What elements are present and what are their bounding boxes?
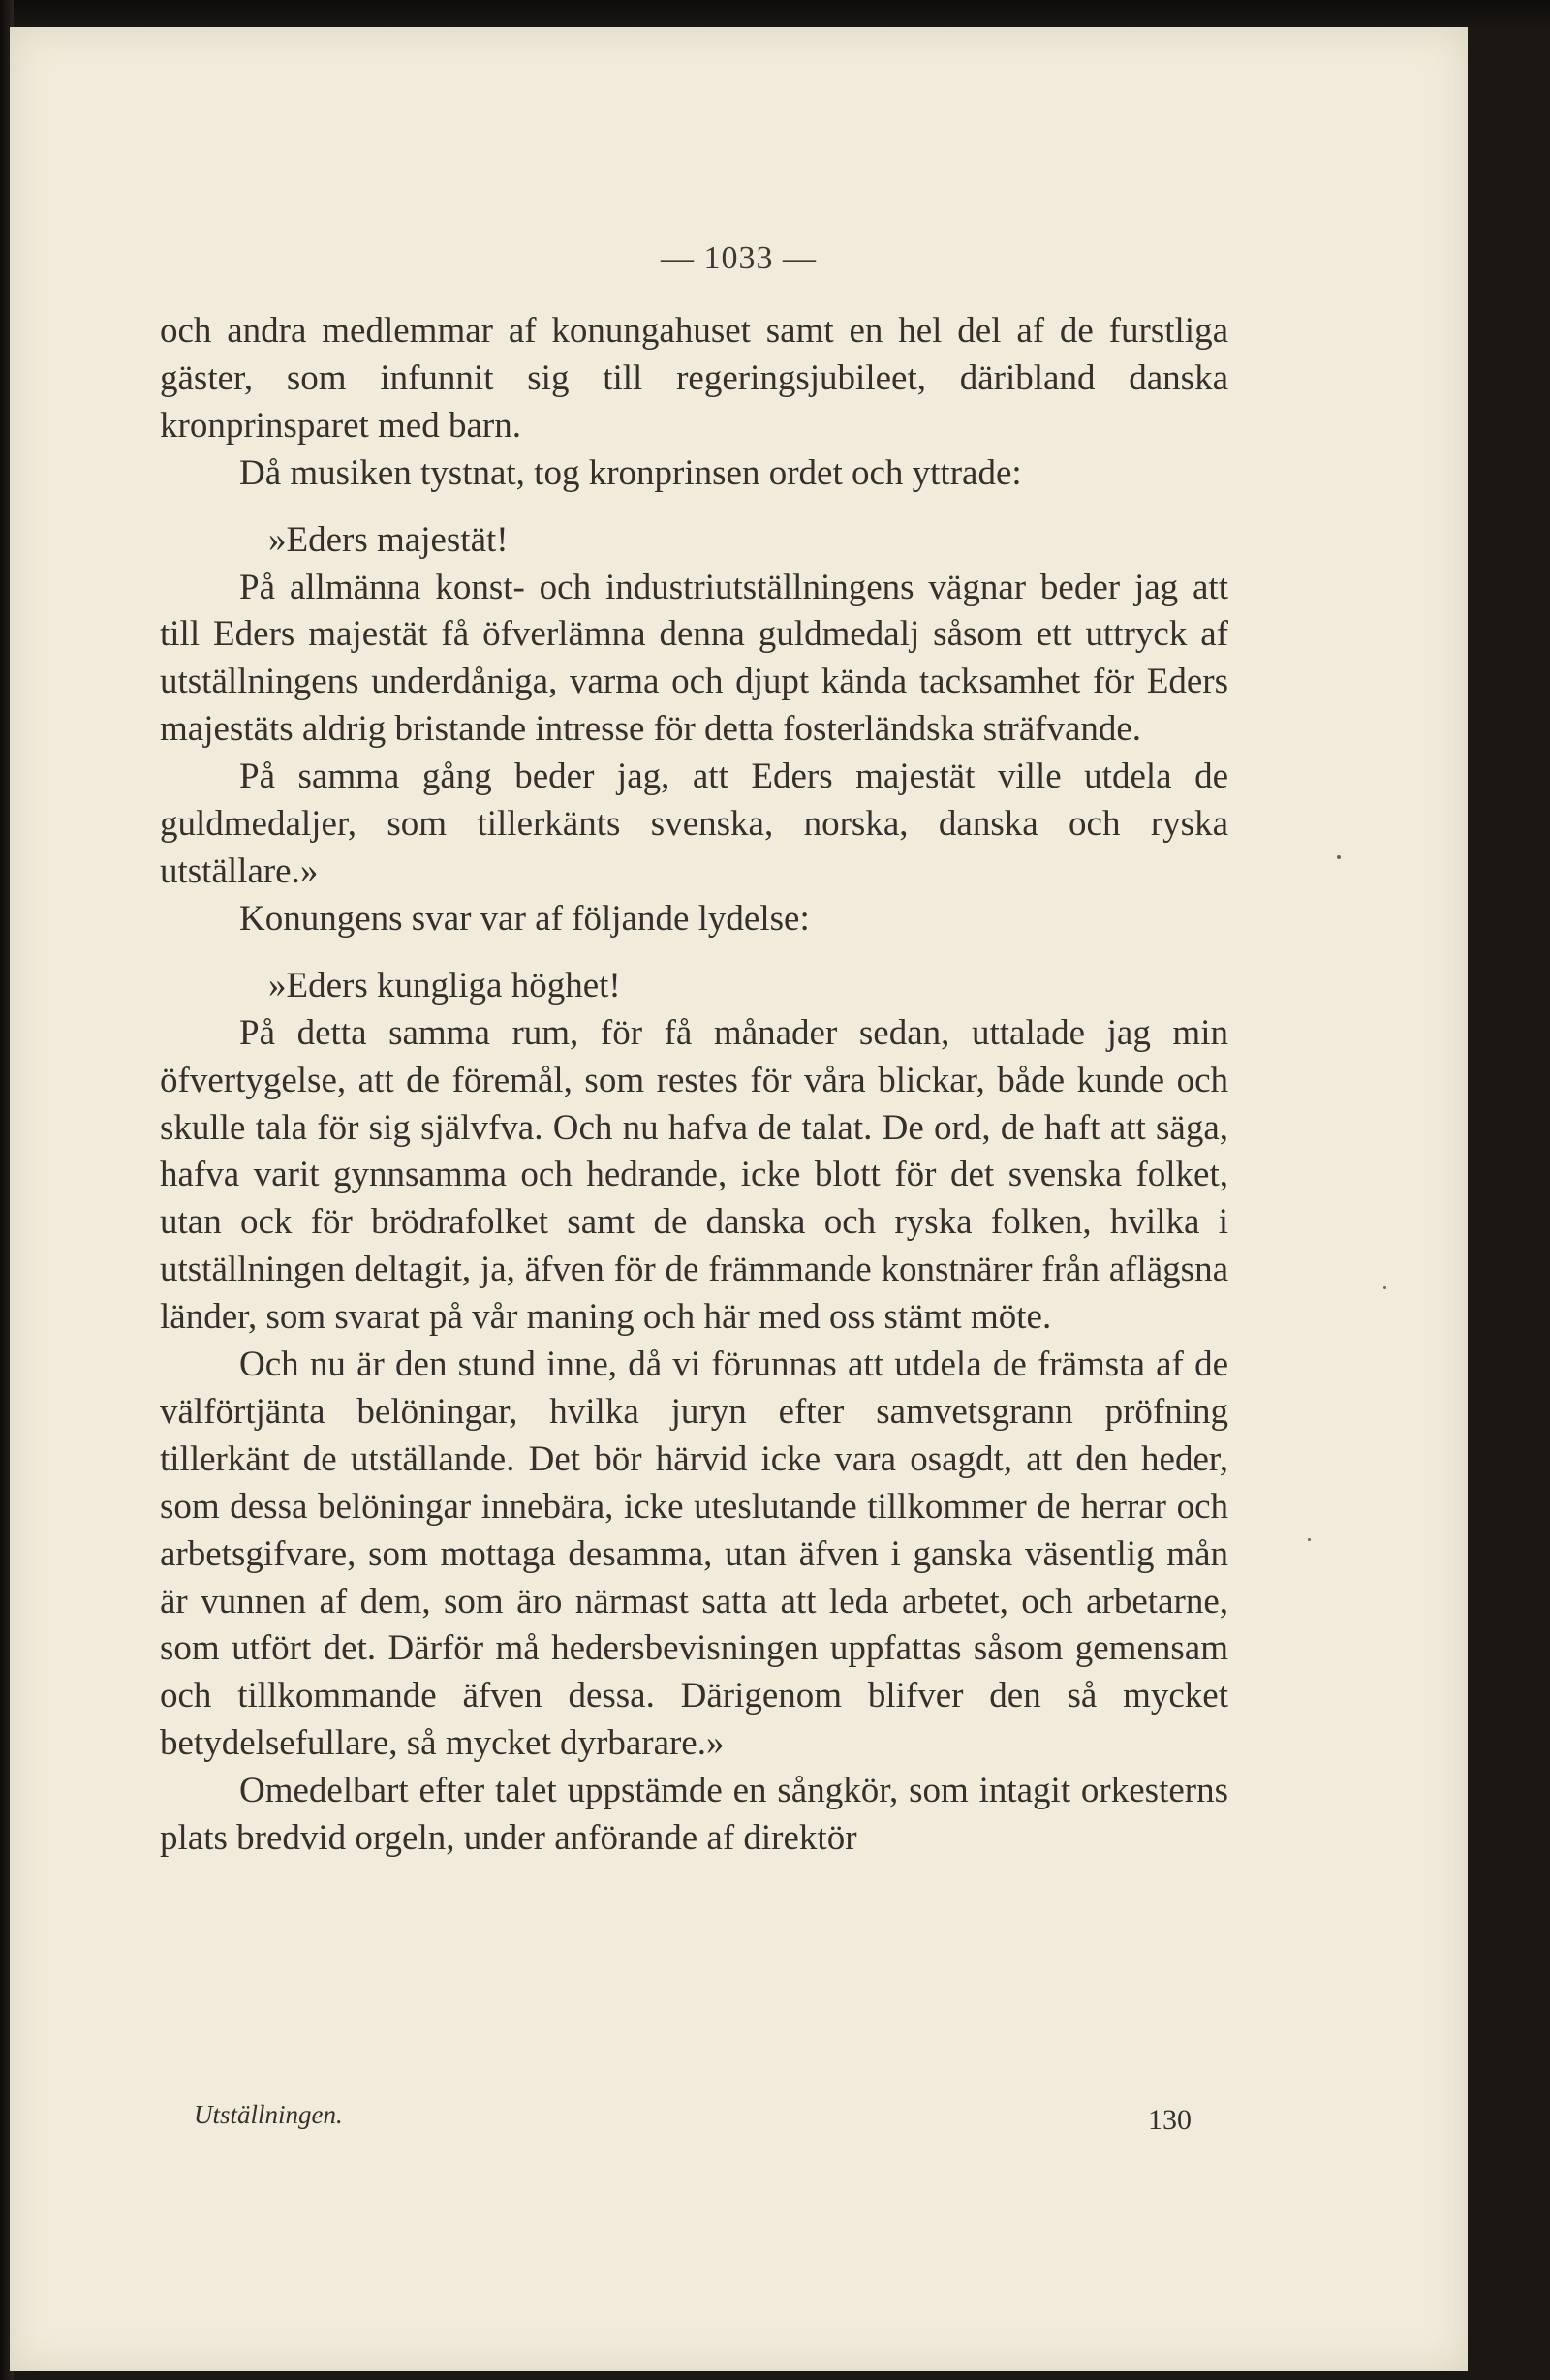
paragraph: På samma gång beder jag, att Eders majestät ville utdela de guldmedaljer, som tillerkänts svenska, norska, danska och ryska utställare.»	[160, 757, 1228, 891]
paragraph: »Eders majestät!	[268, 519, 509, 560]
sheet-number: 130	[1148, 2104, 1192, 2136]
scan-border-top	[0, 0, 1550, 29]
running-head-page-number: — 1033 —	[661, 240, 817, 276]
paragraph: »Eders kungliga höghet!	[268, 965, 621, 1005]
signature-mark: Utställningen.	[194, 2100, 343, 2129]
paragraph: Omedelbart efter talet uppstämde en sångkör, som intagit orkesterns plats bredvid orgeln, under anförande af direktör	[160, 1771, 1228, 1859]
paragraph: På detta samma rum, för få månader sedan, uttalade jag min öfvertygelse, att de föremål, som restes för våra blickar, både kunde och skulle tala för sig självfva. Och nu hafva de talat. De ord, de haft att säga, hafva varit gynnsamma och hedrande, icke blott för det svenska folket, utan ock för brödrafolket samt de danska och ryska folken, hvilka i utställningen deltagit, ja, äfven för de främmande konstnärer från aflägsna länder, som svarat på vår maning och här med oss stämt möte.	[160, 1012, 1228, 1338]
book-page	[10, 27, 1468, 2371]
page-footer	[194, 2100, 1192, 2139]
paragraph: Konungens svar var af följande lydelse:	[239, 898, 810, 939]
page-body	[160, 308, 1228, 1863]
paragraph: På allmänna konst- och industriutställningens vägnar beder jag att till Eders majestät få öfverlämna denna guldmedalj såsom ett uttryck af utställningens underdåniga, varma och djupt kända tacksamhet för Eders majestäts aldrig bristande intresse för detta fosterländska sträfvande.	[160, 567, 1228, 750]
paper-speck	[1308, 1538, 1311, 1541]
paragraph: Och nu är den stund inne, då vi förunnas att utdela de främsta af de välförtjänta belöningar, hvilka juryn efter samvetsgrann pröfning tillerkänt de utställande. Det bör härvid icke vara osagdt, att den heder, som dessa belöningar innebära, icke uteslutande tillkommer de herrar och arbetsgifvare, som mottaga desamma, utan äfven i ganska väsentlig mån är vunnen af dem, som äro närmast satta att leda arbetet, och arbetarne, som utfört det. Därför må hedersbevisningen uppfattas såsom gemensam och tillkommande äfven dessa. Därigenom blifver den så mycket betydelsefullare, så mycket dyrbarare.»	[160, 1345, 1228, 1764]
paper-speck	[1337, 855, 1341, 859]
paragraph: Då musiken tystnat, tog kronprinsen ordet och yttrade:	[239, 452, 1022, 493]
paper-speck	[1383, 1286, 1386, 1289]
paragraph: och andra medlemmar af konungahuset samt en hel del af de furstliga gäster, som infunnit sig till regeringsjubileet, däribland danska kronprinsparet med barn.	[160, 311, 1228, 446]
